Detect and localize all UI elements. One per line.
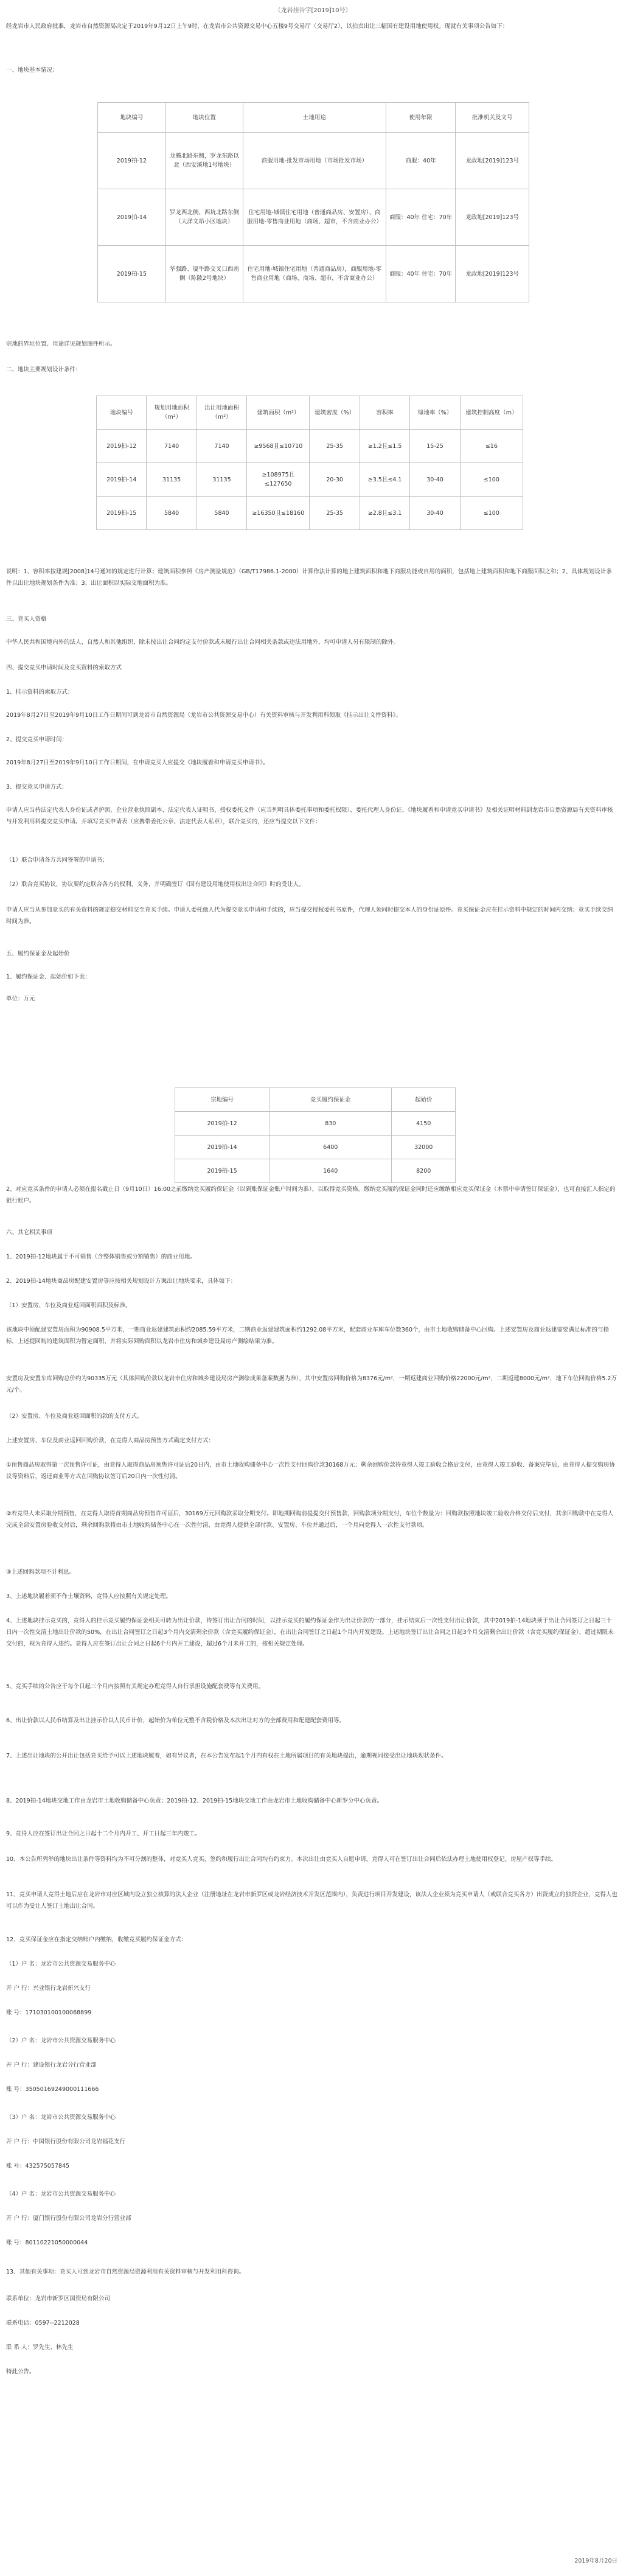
paragraph: 2019年8月27日至2019年9月10日工作日期间可到龙岩市自然资源局（龙岩市公共资源交易中心）有关资料审核与开发利用科领取《挂示出让文件资料》。 [6, 712, 402, 719]
paragraph: 2、2019拍-14地块商品房配建安置房等应按相关规划设计方案出让地块要求，具体如下： [6, 1278, 237, 1285]
table-cell: 住宅用地-城镇住宅用地（普通商品房），商服用地-零售商业用地（商场、商场、超市，不含商业办公） [243, 246, 386, 302]
table-cell: 6400 [270, 1136, 392, 1159]
table-cell: 2019拍-14 [97, 463, 147, 497]
section-heading-6: 六、其它相关事项 [6, 1229, 53, 1236]
paragraph: 4、上述地块挂示竞买的，竞得人的挂示竞买履约保证金相关可转为出让价款，待签订出让合同的时间，以挂示竞买的履约保证金作为出让价款的一部分，挂示结束后一次性支付出让价款，其中2019拍-14地块须于出让合同签订之日起三十日内一次性交清土地出让价款的50%，在出让合同签订之日起3个月内交清剩余价款（含竞买履约保证金），在出让合同签订之日起1个月内开发建设。上述地块签订出让合同之日起3个月交清剩余出让价款（含竞买履约保证金），超过期限未交付的，视为竞得人违约。竞得人应在签订出让合同之日起6个月内开工建设，超过6个月未开工的，按相关规定处理。 [6, 1618, 614, 1647]
table-cell: 5840 [196, 497, 246, 530]
subheading: 3、提交竞买申请方式： [6, 784, 68, 791]
table-cell: 龙政地[2019]123号 [456, 189, 529, 246]
account-number: 账 号：432575057845 [6, 2163, 70, 2169]
paragraph: 9、竞得人应在签订出让合同之日起十二个月内开工、开工日起三年内竣工。 [6, 1831, 201, 1837]
table-header-cell: 起始价 [392, 1088, 456, 1112]
table-header-cell: 建筑控制高度（m） [460, 396, 523, 430]
paragraph: 11、竞买申请人竞得土地后应在龙岩市对应区域内设立独立核算的法人企业（注册地址在龙岩市新罗区或龙岩经济技术开发区范围内），负责进行项目开发建设，该法人企业须为竞买申请人（或联合竞买各方）出资成立的独资企业，竞得人也可以作为受让人签订土地出让合同。 [6, 1891, 617, 1910]
table-header-cell: 出让用地面积（m²） [196, 396, 246, 430]
paragraph: 5、竞买手续的公告应于每个日起三个月内按照有关规定办理竞得人自行承担设施配套费等有关费用。 [6, 1683, 265, 1690]
table-cell: 5840 [147, 497, 196, 530]
table-header-cell: 建筑面积（m²） [247, 396, 310, 430]
section-heading-5: 五、履约保证金及起始价 [6, 951, 70, 957]
table-header-cell: 使用年限 [386, 103, 455, 133]
table-cell: 龙政地[2019]123号 [456, 133, 529, 189]
table-header-cell: 绿地率（%） [410, 396, 460, 430]
table-cell: 2019拍-15 [97, 497, 147, 530]
intro-paragraph: 经龙岩市人民政府批准，龙岩市自然资源局决定于2019年9月12日上午9时，在龙岩市公共资源交易中心五楼9号交易厅（交易厅2），以拍卖出让三幅国有建设用地使用权。现就有关事项公告如下： [6, 23, 509, 30]
table-cell: ≥3.5且≤4.1 [360, 463, 409, 497]
eligibility-text: 中华人民共和国境内外的法人、自然人和其他组织，除未按出让合同约定支付价款或未履行出让合同相关条款或违法用地外，均可申请人另有限制的除外。 [6, 639, 400, 646]
section-heading-4: 四、提交竞买申请时间及竞买资料的索取方式 [6, 665, 122, 671]
account-name: （4）户 名：龙岩市公共资源交易服务中心 [6, 2191, 116, 2197]
contact-phone: 联系电话：0597--2212028 [6, 2320, 80, 2326]
table-cell: 30-40 [410, 463, 460, 497]
table-header-cell: 地块位置 [165, 103, 243, 133]
account-name: （2）户 名：龙岩市公共资源交易服务中心 [6, 2037, 116, 2044]
table-cell: 商服用地-批发市场用地（市场批发市场） [243, 133, 386, 189]
planning-note: 说明：1、容积率按建规[2008]14号通知的规定进行计算；建筑面积参照《房产测量规范》（GB/T17986.1-2000）计算作法计算的地上建筑面积和地下商服功能或自用的面积，包括地上建筑面积和地下商服面积之和；2、具体规划设计条件以出让地块规划条件为准；3、出让面积以实际交地面积为准。 [6, 568, 612, 587]
account-name: （3）户 名：龙岩市公共资源交易服务中心 [6, 2114, 116, 2121]
table-cell: 华强路、厦牛路交叉口西南侧（陈陂2号地块） [165, 246, 243, 302]
table-cell: ≥2.8且≤3.1 [360, 497, 409, 530]
table-cell: 2019拍-15 [175, 1159, 270, 1183]
table-cell: 32000 [392, 1136, 456, 1159]
table-row [175, 1112, 456, 1136]
table-header-cell: 批准机关及文号 [456, 103, 529, 133]
table-cell: 商服：40年 住宅：70年 [386, 189, 455, 246]
paragraph: 2、对应竞买条件的申请人必须在报名截止日（9月10日）16:00之前缴纳竞买履约保证金（以到账保证金账户时间为准），以取得竞买资格。缴纳竞买履约保证金同时还应缴纳相应竞买保证金（本票中申请签订保证金），也可直接汇入指定的银行账户。 [6, 1186, 616, 1204]
account-number: 账 号：35050169249000111666 [6, 2086, 99, 2093]
document-title: （龙岩挂告字[2019]10号） [274, 7, 352, 14]
account-bank: 开 户 行：兴业银行龙岩新兴支行 [6, 1985, 91, 1992]
paragraph: 13、其他有关事项：竞买人可到龙岩市自然资源局资源利用有关资料审核与开发利用科咨询。 [6, 2269, 245, 2275]
paragraph: 6、出让价款以人民币结算及出让挂示价以人民币计价，起始价为单位元整不含税价格及本次出让对方的全部费用和配建配套费用等。 [6, 1717, 346, 1724]
account-number: 账 号：80110221050000044 [6, 2239, 88, 2246]
account-bank: 开 户 行：建设银行龙岩分行营业部 [6, 2062, 97, 2068]
table-row [175, 1159, 456, 1183]
parcel-basic-table [97, 102, 529, 302]
table-header-row [175, 1088, 456, 1112]
notice-date: 2019年8月20日 [574, 2558, 617, 2564]
section-heading-1: 一、地块基本情况： [6, 67, 58, 74]
table-cell: 7140 [147, 430, 196, 463]
table-row [97, 497, 523, 530]
table-cell: ≥108975且≤127650 [247, 463, 310, 497]
account-name: （1）户 名：龙岩市公共资源交易服务中心 [6, 1961, 116, 1967]
table-cell: 15-25 [410, 430, 460, 463]
table-cell: 20-30 [310, 463, 360, 497]
table-cell: 4150 [392, 1112, 456, 1136]
table-cell: 31135 [147, 463, 196, 497]
table-header-cell: 规划用地面积（m²） [147, 396, 196, 430]
table-header-row [98, 103, 529, 133]
subheading: 2、提交竞买申请时间： [6, 736, 68, 743]
table-cell: 830 [270, 1112, 392, 1136]
contact-unit: 联系单位：龙岩市新罗区国资局有限公司 [6, 2295, 111, 2302]
table-row [97, 463, 523, 497]
paragraph: ③上述回购款项不计利息。 [6, 1569, 75, 1576]
paragraph: 上述安置房、车位及商业返回回购价款，在竞得人商品房预售方式确定支付方式： [6, 1437, 215, 1444]
table-cell: 8200 [392, 1159, 456, 1183]
list-item: （2）联合竞买协议，协议要约定联合各方的权利、义务，并明确签订《国有建设用地使用权出让合同》时的受让人。 [6, 881, 305, 888]
table-row [97, 430, 523, 463]
table-cell: 7140 [196, 430, 246, 463]
table-cell: 30-40 [410, 497, 460, 530]
account-bank: 开 户 行：厦门银行股份有限公司龙岩分行营业部 [6, 2215, 131, 2222]
subheading: （2）安置房、车位及商业返回面积的款的支付方式。 [6, 1413, 143, 1420]
unit-label: 单位：万元 [6, 996, 35, 1002]
table-cell: 2019拍-12 [97, 430, 147, 463]
subheading: （1）安置房、车位及商业返回面积面积及标准。 [6, 1302, 131, 1309]
paragraph: ①预售商品房取得第一次预售许可证，由竞得人取得商品房预售许可证后20日内，由市土地收购储备中心一次性支付回购价款30168万元；剩余回购价款待竞得人竣工验收合格后支付，由竞得人竣工验收、备案完毕后，由竞得人提交购房协议等资料后，返还商业等方式在回购协议签订后20日内一次性付清。 [6, 1462, 615, 1480]
table-header-cell: 土地用途 [243, 103, 386, 133]
paragraph: 7、上述出让地块的公开出让包括竞买给予可以上述地块履着，如有异议者，在本公告发布起1个月内有权在土地所属项目的有关地块提出，逾期视同接受出让地块现状条件。 [6, 1753, 447, 1759]
table-cell: 商服：40年 [386, 133, 455, 189]
table-cell: ≥16350且≤18160 [247, 497, 310, 530]
table-header-cell: 竞买履约保证金 [270, 1088, 392, 1112]
table-cell: ≥1.2且≤1.5 [360, 430, 409, 463]
table-cell: 住宅用地-城镇住宅用地（普通商品房、安置房）、商服用地-零售商业用地（商场、超市，不含商业办公） [243, 189, 386, 246]
paragraph: ②若竞得人未采取分期预售，在竞得人取得首期商品房预售许可证后，30169万元回购款采取分期支付。即地期回购前提提交付预售款，回购款项分期支付，车位个数量为：回购款按照地块竣工验收合格交付后支付，其余回购款中在竞得人完成全部安置房验收交付后，剩余回购款将由市土地收购储备中心在一次性付清，由竞得人提供全部付款、安置房、车位并通过后，一个月向竞得人一次性支付款项。 [6, 1510, 614, 1529]
table-cell: ≤100 [460, 463, 523, 497]
table-cell: 25-35 [310, 497, 360, 530]
account-number: 账 号：171030100100068899 [6, 2009, 92, 2016]
closing-text: 特此公告。 [6, 2368, 35, 2375]
paragraph: 8、2019拍-14地块交地工作由龙岩市土地收购储备中心负责；2019拍-12、2019拍-15地块交地工作由龙岩市土地收购储备中心新罗分中心负责。 [6, 1798, 383, 1804]
table-header-cell: 建筑密度（%） [310, 396, 360, 430]
subheading: 1、挂示资料的索取方式： [6, 689, 74, 696]
deposit-price-table [175, 1087, 456, 1183]
paragraph: 10、本公告所列举的地块出让条件等资料均为不可分割的整体，对竞买人竞买、签约和履行出让合同均有约束力。本次出让由竞买人自愿申请，竞得人可在签订出让合同后依法办理土地使用权登记、房屋产权等手续。 [6, 1856, 557, 1863]
table-cell: 龙腾北路东侧，罗龙东路以北（西安溪地1号地块） [165, 133, 243, 189]
paragraph: 3、上述地块履着须不作土壤资料，竞得人应按照有关规定处理。 [6, 1593, 172, 1600]
planning-conditions-table [96, 396, 523, 530]
table-cell: ≥9568且≤10710 [247, 430, 310, 463]
table-cell: 25-35 [310, 430, 360, 463]
section-heading-2: 二、地块主要规划设计条件： [6, 366, 82, 373]
list-item: （1）联合申请各方共同签署的申请书； [6, 857, 108, 864]
table1-note: 宗地的界址位置、用途详见规划图件所示。 [6, 341, 116, 347]
paragraph: 申请人应当从参加竞买的有关资料的规定提交材料交至竞买手续。申请人委托他人代为提交竞买申请和手续的，应当提交授权委托书原件，代理人须同时提交本人的身份证原件。竞买保证金应在挂示资料中规定的时间内交纳；竞买手续交纳时间为准。 [6, 907, 613, 925]
table-cell: 2019拍-12 [175, 1112, 270, 1136]
table-cell: 1640 [270, 1159, 392, 1183]
table-row [98, 133, 529, 189]
paragraph: 2019年8月27日至2019年9月10日工作日期间，在申请竞买人应提交《地块履着和申请竞买申请书》。 [6, 759, 269, 766]
table-row [175, 1136, 456, 1159]
table-header-cell: 容积率 [360, 396, 409, 430]
table-header-row [97, 396, 523, 430]
subheading: 1、履约保证金、起始价如下表： [6, 974, 91, 980]
section-heading-3: 三、竞买人资格 [6, 616, 47, 623]
table-row [98, 189, 529, 246]
table-cell: ≤100 [460, 497, 523, 530]
table-cell: 罗龙西北侧、西坑北路东侧（大洋文昂小区地块） [165, 189, 243, 246]
table-cell: 2019拍-12 [98, 133, 166, 189]
table-row [98, 246, 529, 302]
paragraph: 该地块中须配建安置房面积为90908.5平方米，一期商业返建建筑面积约2085.59平方米，二期商业返建建筑面积约1292.08平方米，配套商业车库车位数360个，由市土地收购储备中心回购。上述安置房及商业返建需要满足标准的与指标，上述提回购的建筑面积为暂定面积，并将实际回购面积以龙岩市住房和城乡建设局房产测绘结果为准。 [6, 1327, 609, 1345]
paragraph: 1、2019拍-12地块属于不可销售（含整体销售或分割销售）的商业用地。 [6, 1254, 196, 1260]
table-cell: 31135 [196, 463, 246, 497]
paragraph: 12、竞买保证金应在指定交纳账户内缴纳，收缴竞买履约保证金方式： [6, 1936, 187, 1943]
table-header-cell: 地块编号 [98, 103, 166, 133]
table-header-cell: 宗地编号 [175, 1088, 270, 1112]
table-cell: 2019拍-14 [175, 1136, 270, 1159]
table-cell: 2019拍-14 [98, 189, 166, 246]
table-header-cell: 地块编号 [97, 396, 147, 430]
contact-person: 联 系 人：罗先生、林先生 [6, 2344, 74, 2351]
account-bank: 开 户 行：中国银行股份有限公司龙岩福花支行 [6, 2138, 126, 2145]
table-cell: 2019拍-15 [98, 246, 166, 302]
paragraph: 安置房及安置车库回购总价约为90335万元（具体回购价款以龙岩市住房和城乡建设局房产测绘成果备案数据为准），其中安置房回购价格为8376元/m²，一期返建商业回购价格22000元/m²，二期返建8000元/m²，地下车位回购价格5.2万元/个。 [6, 1375, 617, 1394]
paragraph: 申请人应当持法定代表人身份证或者护照、企业营业执照副本、法定代表人证明书、授权委托文件（应当列明具体委托事项和委托权限）、委托代理人身份证、《地块履着和申请竞买申请书》及相关证明材料到龙岩市自然资源局有关资料审核与开发利用科提交竞买申请。并填写竞买申请表（应携带委托公章、法定代表人私章），联合竞买的，还应当提交以下文件： [6, 807, 613, 825]
table-cell: 龙政地[2019]123号 [456, 246, 529, 302]
table-cell: 商服：40年 住宅：70年 [386, 246, 455, 302]
table-cell: ≤16 [460, 430, 523, 463]
